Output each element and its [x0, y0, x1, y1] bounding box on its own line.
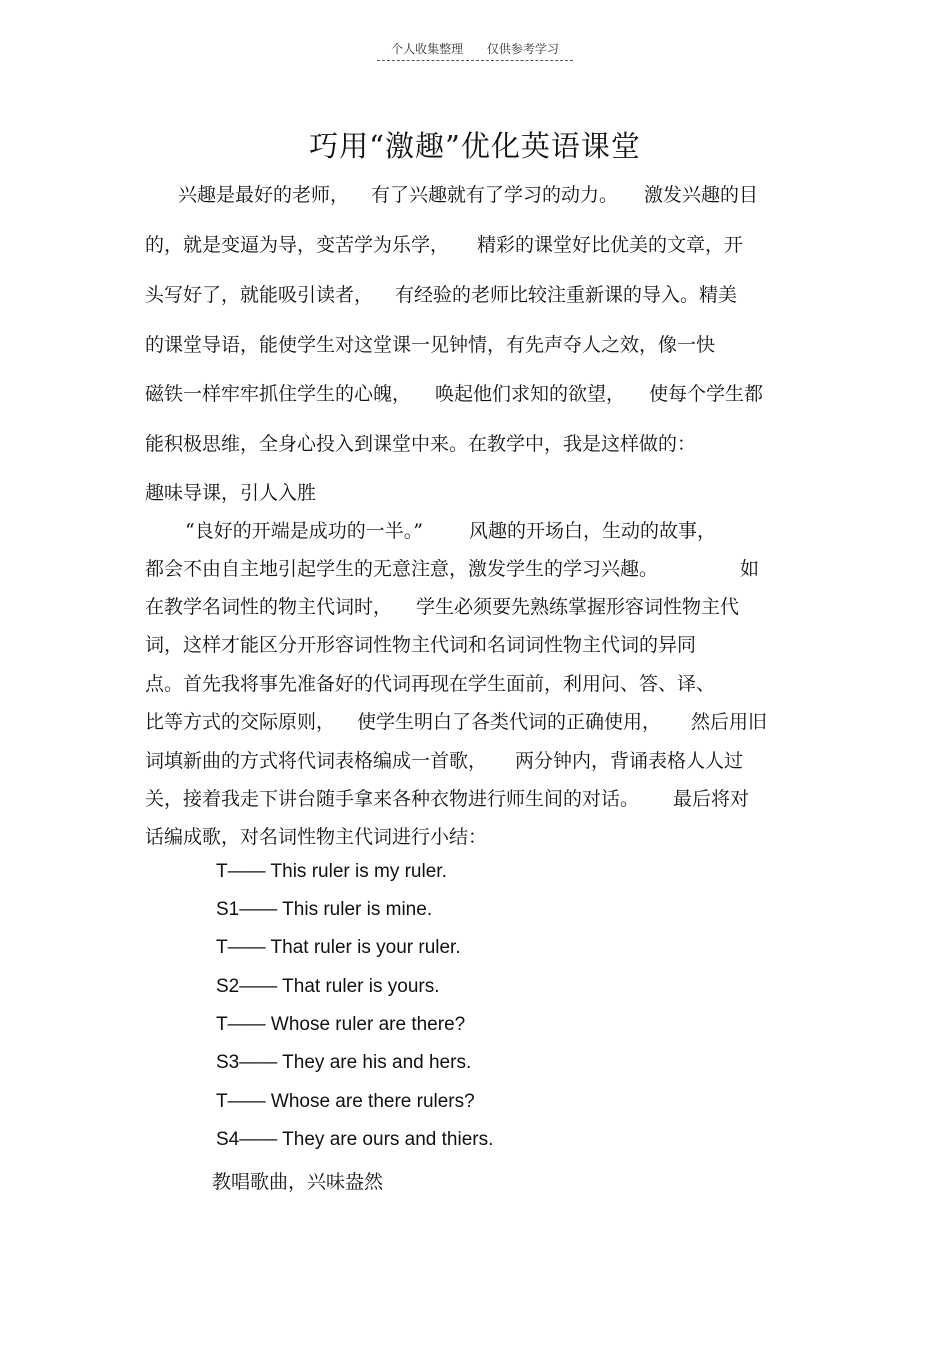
para2-line-9	[145, 822, 805, 849]
dialog-line: T—— This ruler is my ruler.	[216, 861, 447, 882]
para2-line-3	[145, 592, 805, 619]
para1-line-1	[178, 180, 805, 207]
para2-line-7	[145, 746, 805, 773]
text-segment: 有了兴趣就有了学习的动力。	[371, 184, 619, 206]
text-segment: 最后将对	[673, 788, 750, 810]
text-segment: 兴趣是最好的老师，	[178, 184, 350, 206]
text-segment: 如	[740, 558, 760, 580]
text-segment: 磁铁一样牢牢抓住学生的心魄，	[145, 383, 412, 405]
text-segment: 有经验的老师比较注重新课的导入。精美	[395, 284, 738, 306]
text-segment: 话编成歌，对名词性物主代词进行小结：	[145, 826, 488, 848]
dialog-line: S1—— This ruler is mine.	[216, 899, 433, 920]
text-segment: 激发兴趣的目	[644, 184, 759, 206]
text-segment: 然后用旧	[691, 711, 768, 733]
text-segment: 的，就是变逼为导，变苦学为乐学，	[145, 234, 450, 256]
text-segment: 点。首先我将事先准备好的代词再现在学生面前，利用问、答、译、	[145, 673, 716, 695]
dialog-line: S3—— They are his and hers.	[216, 1052, 472, 1073]
para1-line-4	[145, 330, 805, 357]
header-rule	[377, 40, 573, 61]
para2-line-5	[145, 669, 805, 696]
section-heading-2: 教唱歌曲，兴味盎然	[212, 1171, 384, 1193]
header-right-text: 仅供参考学习	[486, 42, 559, 56]
text-segment: 的课堂导语，能使学生对这堂课一见钟情，有先声夺人之效，像一快	[145, 334, 716, 356]
text-segment: 精彩的课堂好比优美的文章，开	[477, 234, 744, 256]
text-segment: 学生必须要先熟练掌握形容词性物主代	[416, 596, 740, 618]
dialog-line: S4—— They are ours and thiers.	[216, 1129, 494, 1150]
text-segment: 两分钟内，背诵表格人人过	[515, 750, 744, 772]
page-header	[0, 40, 950, 61]
section-heading-1: 趣味导课，引人入胜	[145, 482, 317, 504]
para2-line-8	[145, 784, 805, 811]
para2-line-1	[185, 516, 805, 543]
text-segment: 使每个学生都	[649, 383, 764, 405]
dialog-line: T—— That ruler is your ruler.	[216, 937, 461, 958]
dialog-line: S2—— That ruler is yours.	[216, 976, 440, 997]
text-segment: 都会不由自主地引起学生的无意注意，激发学生的学习兴趣。	[145, 558, 659, 580]
para2-line-4	[145, 630, 805, 657]
para1-line-2	[145, 230, 805, 257]
header-left-text: 个人收集整理	[391, 42, 464, 56]
text-segment: 头写好了，就能吸引读者，	[145, 284, 374, 306]
dialog-line: T—— Whose ruler are there?	[216, 1014, 466, 1035]
text-segment: 比等方式的交际原则，	[145, 711, 336, 733]
dialog-line: T—— Whose are there rulers?	[216, 1091, 475, 1112]
document-title: 巧用“激趣”优化英语课堂	[309, 129, 641, 163]
text-segment: 风趣的开场白，生动的故事，	[468, 520, 716, 542]
text-segment: 唤起他们求知的欲望，	[435, 383, 626, 405]
text-segment: 使学生明白了各类代词的正确使用，	[357, 711, 662, 733]
para1-line-3	[145, 280, 805, 307]
text-segment: “良好的开端是成功的一半。”	[185, 520, 423, 542]
para1-line-5	[145, 379, 805, 406]
para2-line-6	[145, 707, 805, 734]
text-segment: 词填新曲的方式将代词表格编成一首歌，	[145, 750, 488, 772]
text-segment: 能积极思维，全身心投入到课堂中来。在教学中，我是这样做的：	[145, 433, 697, 455]
text-segment: 词，这样才能区分开形容词性物主代词和名词词性物主代词的异同	[145, 634, 697, 656]
text-segment: 在教学名词性的物主代词时，	[145, 596, 393, 618]
para1-line-6	[145, 429, 805, 456]
para2-line-2	[145, 554, 805, 581]
text-segment: 关，接着我走下讲台随手拿来各种衣物进行师生间的对话。	[145, 788, 640, 810]
